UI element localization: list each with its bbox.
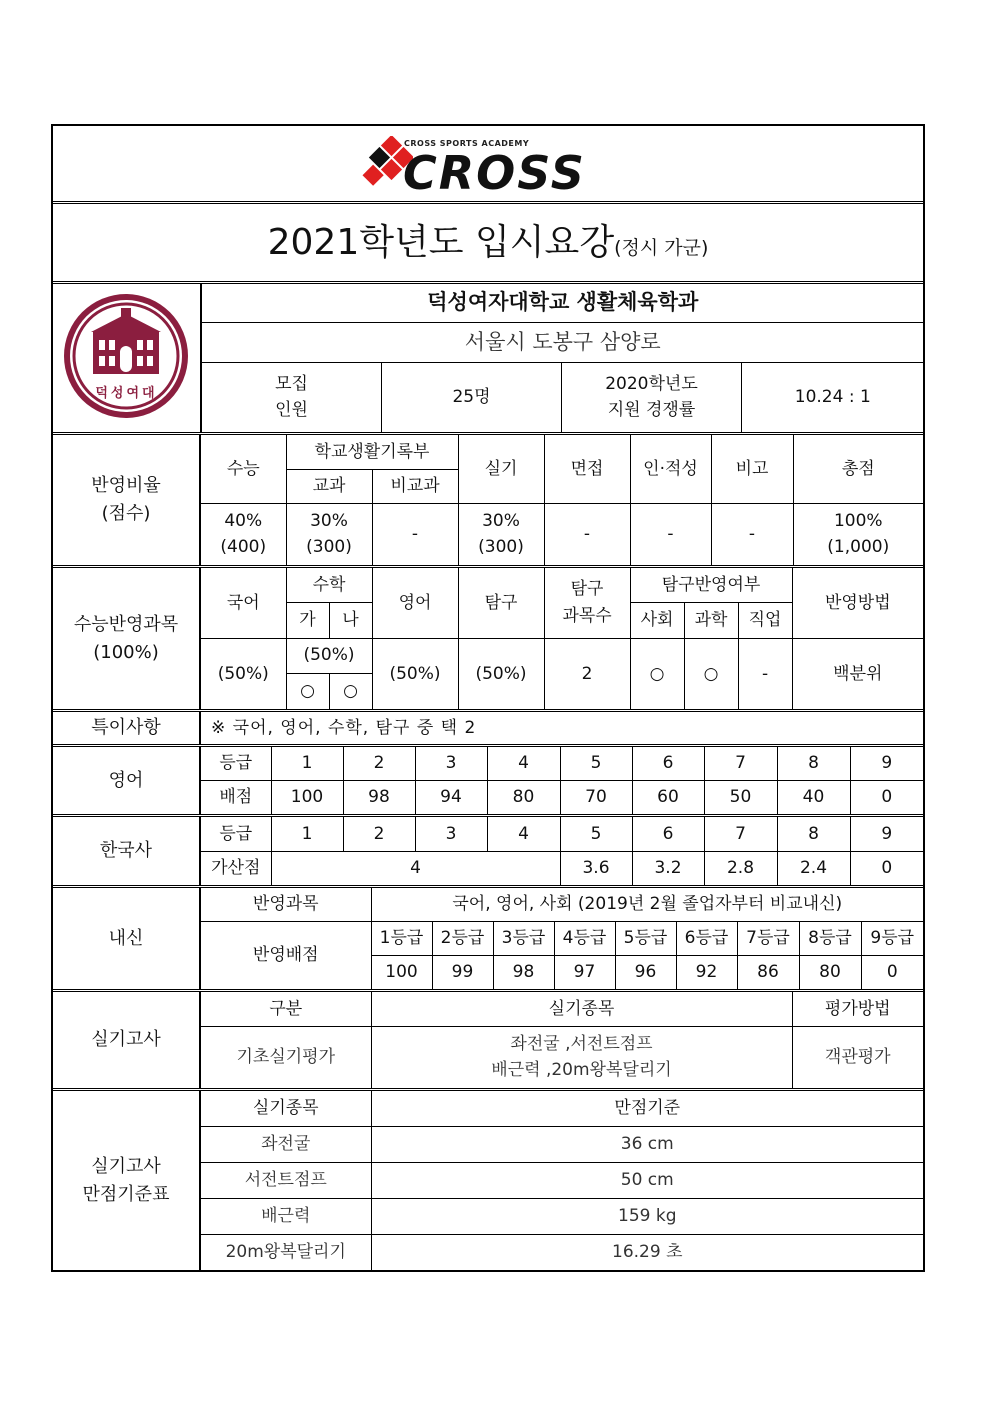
history-grade: 7 [704, 817, 777, 851]
naesin-grade: 9등급 [861, 921, 923, 955]
history-grade: 8 [777, 817, 850, 851]
competition-label-1: 2020학년도 [605, 373, 698, 394]
brand-tagline: CROSS SPORTS ACADEMY [404, 139, 530, 148]
english-grade: 4 [487, 747, 560, 780]
university-section [53, 284, 923, 435]
v-total-pts: (1,000) [827, 537, 890, 558]
fullmarks-table [53, 1091, 923, 1270]
university-seal-icon [53, 284, 200, 429]
h-math: 수학 [286, 568, 372, 602]
v-math-ga: ○ [286, 673, 329, 709]
fullmarks-section [53, 1091, 923, 1270]
history-score-label: 가산점 [200, 851, 271, 885]
english-score: 70 [560, 780, 632, 814]
english-score-label: 배점 [200, 780, 271, 814]
h-science: 과학 [684, 602, 738, 638]
fullmarks-h-event: 실기종목 [200, 1091, 371, 1126]
english-score: 60 [632, 780, 704, 814]
admission-guide-page [51, 124, 925, 1272]
history-grade: 6 [632, 817, 704, 851]
practical-table [53, 992, 923, 1088]
h-math-na: 나 [329, 602, 372, 638]
naesin-score: 80 [799, 955, 861, 989]
fullmarks-label-1: 실기고사 [91, 1155, 161, 1177]
naesin-grade: 8등급 [799, 921, 861, 955]
h-practical: 실기 [458, 435, 544, 503]
naesin-score: 97 [554, 955, 615, 989]
history-grade: 4 [487, 817, 560, 851]
naesin-grade: 1등급 [371, 921, 432, 955]
english-grade: 2 [343, 747, 415, 780]
history-grade: 5 [560, 817, 632, 851]
v-total [793, 503, 923, 565]
v-interview: - [544, 503, 630, 565]
special-text: ※ 국어, 영어, 수학, 탐구 중 택 2 [211, 717, 477, 738]
h-subject: 교과 [286, 469, 372, 503]
practical-h-events: 실기종목 [371, 992, 792, 1026]
h-inquiry-count [544, 568, 630, 638]
history-section [53, 817, 923, 888]
naesin-grade: 6등급 [676, 921, 737, 955]
recruit-label [202, 362, 382, 432]
title-sub: (정시 가군) [614, 237, 709, 259]
fullmarks-label-2: 만점기준표 [82, 1183, 170, 1205]
competition-value: 10.24 : 1 [742, 362, 924, 432]
fullmarks-event: 좌전굴 [200, 1126, 371, 1162]
suneung-label-2: (100%) [93, 641, 159, 663]
h-aptitude: 인·적성 [630, 435, 711, 503]
history-score: 3.2 [632, 851, 704, 885]
v-korean: (50%) [200, 638, 286, 709]
naesin-subject-value: 국어, 영어, 사회 (2019년 2월 졸업자부터 비교내신) [371, 888, 923, 921]
ratio-table [53, 435, 923, 565]
h-suneung: 수능 [200, 435, 286, 503]
h-school-record: 학교생활기록부 [286, 435, 458, 469]
english-score: 94 [415, 780, 487, 814]
practical-v-type: 기초실기평가 [200, 1026, 371, 1088]
fullmarks-standard: 16.29 초 [371, 1234, 923, 1270]
h-inquiry-count-2: 과목수 [562, 605, 612, 626]
v-math-na: ○ [329, 673, 372, 709]
v-english: (50%) [372, 638, 458, 709]
v-suneung-pct: 40% [224, 510, 263, 531]
english-table [53, 747, 923, 814]
english-label: 영어 [53, 747, 200, 814]
v-aptitude: - [630, 503, 711, 565]
recruit-value: 25명 [382, 362, 562, 432]
history-score: 2.4 [777, 851, 850, 885]
english-grade-label: 등급 [200, 747, 271, 780]
v-job: - [738, 638, 792, 709]
naesin-label: 내신 [53, 888, 200, 989]
v-subject [286, 503, 372, 565]
naesin-grade: 7등급 [737, 921, 799, 955]
practical-events-line-2: 배근력 ,20m왕복달리기 [491, 1060, 672, 1081]
suneung-section [53, 568, 923, 712]
fullmarks-standard: 36 cm [371, 1126, 923, 1162]
v-practical-pts: (300) [478, 537, 524, 558]
practical-section [53, 992, 923, 1091]
ratio-label-1: 반영비율 [91, 475, 161, 497]
h-inquiry-reflect: 탐구반영여부 [630, 568, 792, 602]
h-interview: 면접 [544, 435, 630, 503]
practical-h-eval: 평가방법 [792, 992, 923, 1026]
competition-label [562, 362, 742, 432]
h-korean: 국어 [200, 568, 286, 638]
naesin-score: 99 [432, 955, 493, 989]
suneung-table [53, 568, 923, 709]
english-score: 40 [777, 780, 850, 814]
h-english: 영어 [372, 568, 458, 638]
naesin-score: 100 [371, 955, 432, 989]
suneung-label [53, 568, 200, 709]
fullmarks-label [53, 1091, 200, 1270]
h-social: 사회 [630, 602, 684, 638]
title-main: 2021학년도 입시요강 [267, 222, 615, 263]
h-nonsubject: 비교과 [372, 469, 458, 503]
english-grade: 5 [560, 747, 632, 780]
fullmarks-event: 서전트점프 [200, 1162, 371, 1198]
naesin-score: 86 [737, 955, 799, 989]
special-table [53, 712, 923, 744]
university-table [201, 284, 924, 432]
naesin-score: 92 [676, 955, 737, 989]
ratio-label-2: (점수) [101, 503, 151, 524]
fullmarks-event: 배근력 [200, 1198, 371, 1234]
naesin-score: 98 [493, 955, 554, 989]
fullmarks-standard: 50 cm [371, 1162, 923, 1198]
suneung-label-1: 수능반영과목 [73, 613, 179, 635]
v-subject-pct: 30% [310, 510, 348, 531]
v-suneung [200, 503, 286, 565]
fullmarks-standard: 159 kg [371, 1198, 923, 1234]
fullmarks-h-standard: 만점기준 [371, 1091, 923, 1126]
v-suneung-pts: (400) [220, 537, 267, 558]
english-score: 0 [850, 780, 923, 814]
history-score-merged: 4 [271, 851, 560, 885]
practical-v-events [371, 1026, 792, 1088]
english-grade: 3 [415, 747, 487, 780]
english-grade: 1 [271, 747, 343, 780]
v-science: ○ [684, 638, 738, 709]
history-grade-label: 등급 [200, 817, 271, 851]
history-score: 2.8 [704, 851, 777, 885]
h-method: 반영방법 [792, 568, 923, 638]
v-method: 백분위 [792, 638, 923, 709]
naesin-section [53, 888, 923, 992]
v-total-pct: 100% [833, 510, 883, 531]
english-grade: 9 [850, 747, 923, 780]
naesin-score-label: 반영배점 [200, 921, 371, 989]
v-inquiry-count: 2 [544, 638, 630, 709]
ratio-label [53, 435, 200, 565]
history-label: 한국사 [53, 817, 200, 885]
naesin-grade: 4등급 [554, 921, 615, 955]
english-grade: 8 [777, 747, 850, 780]
naesin-score: 96 [615, 955, 676, 989]
practical-v-eval: 객관평가 [792, 1026, 923, 1088]
v-nonsubject: - [372, 503, 458, 565]
english-grade: 6 [632, 747, 704, 780]
university-seal [53, 284, 202, 432]
history-grade: 9 [850, 817, 923, 851]
brand-logo-text: CROSS [403, 146, 586, 200]
recruit-label-1: 모집 [275, 373, 308, 394]
history-grade: 1 [271, 817, 343, 851]
special-section [53, 712, 923, 747]
logo-header [53, 126, 923, 204]
naesin-table [53, 888, 923, 989]
page-title [53, 204, 923, 284]
h-inquiry-count-1: 탐구 [570, 579, 604, 600]
naesin-grade: 2등급 [432, 921, 493, 955]
v-math: (50%) [286, 638, 372, 673]
history-grade: 2 [343, 817, 415, 851]
naesin-grade: 5등급 [615, 921, 676, 955]
english-score: 50 [704, 780, 777, 814]
english-score: 100 [271, 780, 343, 814]
english-section [53, 747, 923, 817]
english-grade: 7 [704, 747, 777, 780]
naesin-grade: 3등급 [493, 921, 554, 955]
special-label: 특이사항 [53, 712, 200, 744]
practical-h-type: 구분 [200, 992, 371, 1026]
h-job: 직업 [738, 602, 792, 638]
v-subject-pts: (300) [306, 537, 352, 558]
university-address: 서울시 도봉구 삼양로 [202, 322, 924, 362]
english-score: 98 [343, 780, 415, 814]
history-score: 3.6 [560, 851, 632, 885]
h-math-ga: 가 [286, 602, 329, 638]
naesin-score: 0 [861, 955, 923, 989]
practical-events-line-1: 좌전굴 ,서전트점프 [510, 1033, 653, 1054]
history-grade: 3 [415, 817, 487, 851]
competition-label-2: 지원 경쟁률 [607, 400, 696, 421]
practical-label: 실기고사 [53, 992, 200, 1088]
v-practical [458, 503, 544, 565]
recruit-label-2: 인원 [275, 400, 308, 421]
english-score: 80 [487, 780, 560, 814]
naesin-subject-label: 반영과목 [200, 888, 371, 921]
h-etc: 비고 [711, 435, 793, 503]
v-inquiry: (50%) [458, 638, 544, 709]
v-practical-pct: 30% [482, 510, 520, 531]
history-score: 0 [850, 851, 923, 885]
h-total: 총점 [793, 435, 923, 503]
university-name: 덕성여자대학교 생활체육학과 [202, 284, 924, 322]
seal-text: 덕성여대 [95, 386, 158, 401]
fullmarks-event: 20m왕복달리기 [200, 1234, 371, 1270]
h-inquiry: 탐구 [458, 568, 544, 638]
ratio-section [53, 435, 923, 568]
v-etc: - [711, 503, 793, 565]
v-social: ○ [630, 638, 684, 709]
history-table [53, 817, 923, 885]
